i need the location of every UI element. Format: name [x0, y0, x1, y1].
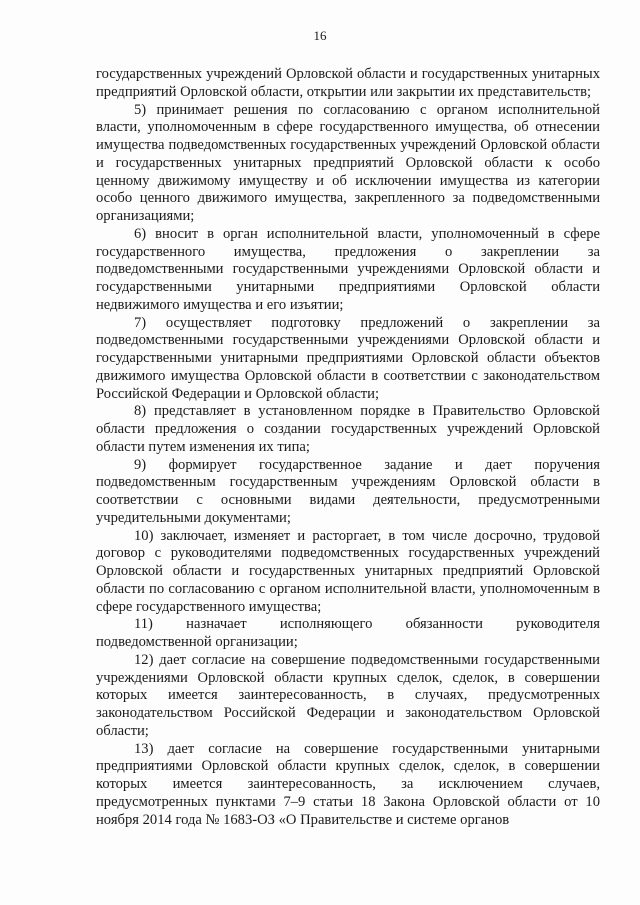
paragraph-item-13: 13) дает согласие на совершение государственными унитарными предприятиями Орловской области крупных сделок, сделок, в совершении которых имеется заинтересованность, за исключением случаев, предусмотренных пунктами 7–9 статьи 18 Закона Орловской области от 10 ноября 2014 года № 1683-ОЗ «О Правительстве и системе органов	[96, 740, 600, 828]
paragraph-continuation: государственных учреждений Орловской области и государственных унитарных предприятий Орловской области, открытии или закрытии их представительств;	[96, 66, 600, 100]
paragraph-item-9: 9) формирует государственное задание и дает поручения подведомственным государственным учреждениям Орловской области в соответствии с основными видами деятельности, предусмотренными учредительными документами;	[96, 456, 600, 526]
page-number: 16	[313, 28, 327, 43]
paragraph-item-7: 7) осуществляет подготовку предложений о закреплении за подведомственными государственными учреждениями Орловской области и государственными унитарными предприятиями Орловской области объектов движимого имущества Орловской области в соответствии с законодательством Российской Федерации и Орловской области;	[96, 314, 600, 402]
paragraph-item-10: 10) заключает, изменяет и расторгает, в том числе досрочно, трудовой договор с руководителями подведомственных государственных учреждений Орловской области и государственных унитарных предприятий Орловской области по согласованию с органом исполнительной власти, уполномоченным в сфере государственного имущества;	[96, 527, 600, 615]
paragraph-item-8: 8) представляет в установленном порядке в Правительство Орловской области предложения о создании государственных учреждений Орловской области путем изменения их типа;	[96, 403, 600, 455]
paragraph-item-12: 12) дает согласие на совершение подведомственными государственными учреждениями Орловской области крупных сделок, сделок, в совершении которых имеется заинтересованность, в случаях, предусмотренных законодательством Российской Федерации и законодательством Орловской области;	[96, 651, 600, 739]
paragraph-item-5: 5) принимает решения по согласованию с органом исполнительной власти, уполномоченным в сфере государственного имущества, об отнесении имущества подведомственных государственных учреждений Орловской области и государственных унитарных предприятий Орловской области к особо ценному движимому имуществу и об исключении имущества из категории особо ценного движимого имущества, закрепленного за подведомственными организациями;	[96, 101, 600, 224]
document-body	[96, 66, 600, 829]
paragraph-item-11: 11) назначает исполняющего обязанности руководителя подведомственной организации;	[96, 616, 600, 650]
paragraph-item-6: 6) вносит в орган исполнительной власти, уполномоченный в сфере государственного имущества, предложения о закреплении за подведомственными государственными учреждениями Орловской области и государственными унитарными предприятиями Орловской области недвижимого имущества и его изъятии;	[96, 225, 600, 313]
